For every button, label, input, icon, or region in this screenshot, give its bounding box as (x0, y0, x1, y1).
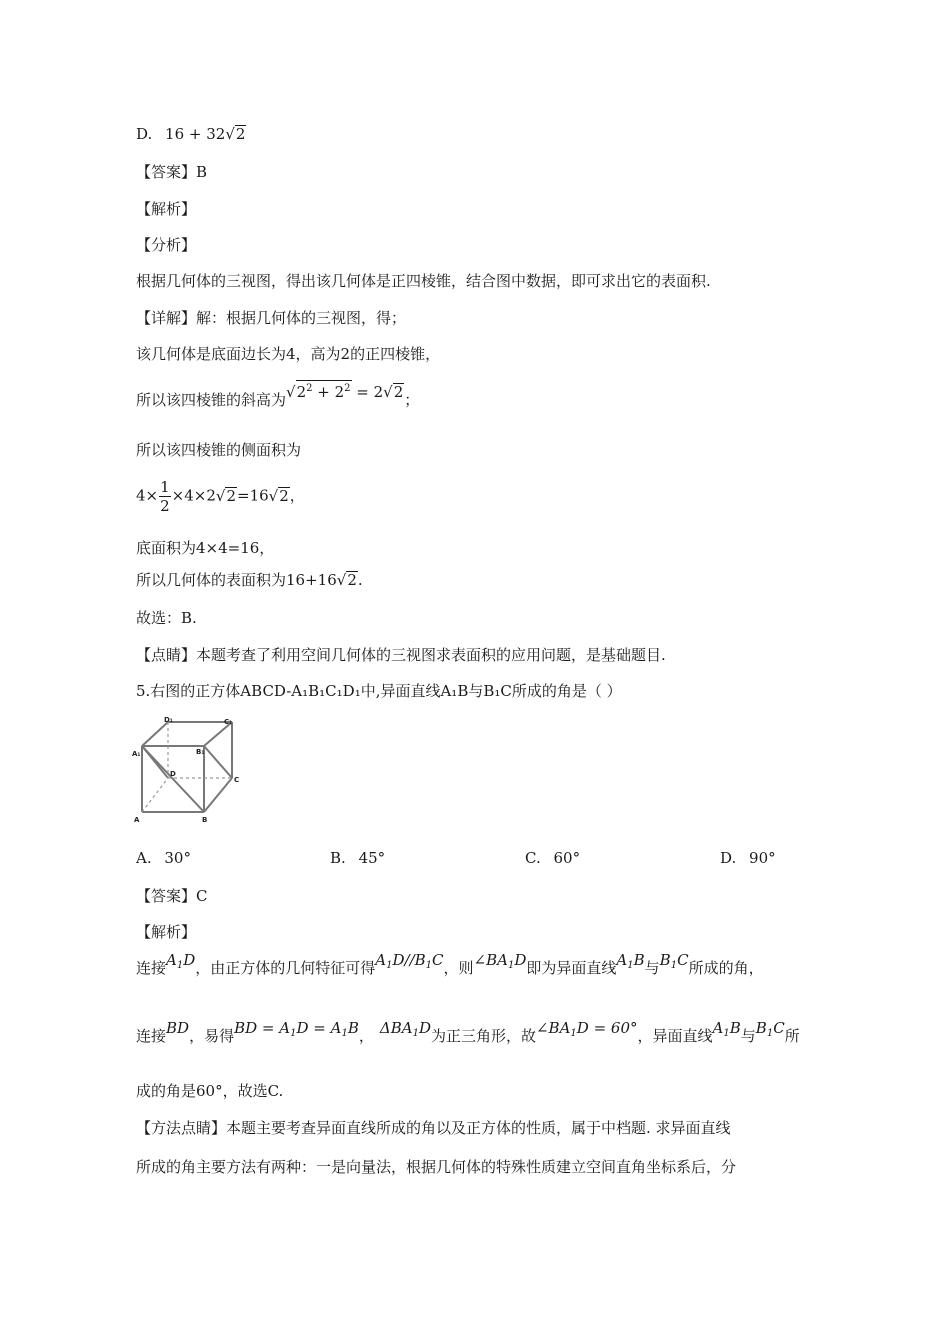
q5-analysis-heading: 【解析】 (136, 923, 197, 941)
q5-para-2: 连接BD，易得BD = $A_1D = A_1B$， $\Delta BA_1D$为正三角形，故$\angle BA_1D = 60^\circ$，异面直线$A_1B$与$B_1C$所 (136, 1019, 800, 1045)
vertex-label-d: D (170, 770, 176, 778)
edge-ad-hidden (142, 778, 168, 812)
prev-option-d: D. 16 + 32√2 (136, 125, 246, 143)
lateral-part-a: 4× (136, 486, 159, 505)
option-label: D. (136, 125, 153, 143)
q4-line-4: 4× $\frac{1}{2}$ ×4×2√2=16√2， (136, 478, 305, 515)
q4-answer: 【答案】B (136, 163, 208, 181)
q5-option-a: A. 30° (136, 849, 191, 867)
q5-stem: 5.右图的正方体ABCD-A₁B₁C₁D₁中,异面直线A₁B与B₁C所成的角是（ ） (136, 682, 622, 700)
slant-height-text: 所以该四棱锥的斜高为 (136, 391, 287, 409)
vertex-label-d1: D₁ (164, 716, 173, 724)
q5-answer: 【答案】C (136, 887, 208, 905)
fraction-one-half: $\frac{1}{2}$ (160, 478, 170, 515)
q4-line-1: 该几何体是底面边长为4，高为2的正四棱锥， (136, 345, 441, 363)
vertex-label-b1: B₁ (196, 748, 205, 756)
q5-method-1 (136, 1118, 731, 1138)
lateral-part-b: ×4×2 (171, 486, 216, 505)
q5-para-1: 连接$A_1D$，由正方体的几何特征可得$A_1D//B_1C$，则$\angle BA_1D$即为异面直线$A_1B$与$B_1C$所成的角， (136, 951, 764, 977)
q4-line-6: 所以几何体的表面积为16+16√2. (136, 571, 363, 589)
q4-fenxi-heading: 【分析】 (136, 236, 197, 254)
slant-height-formula: $√2^2 + 2^2 = 2√2$ (286, 383, 404, 401)
method-heading: 【方法点睛】 (136, 1119, 227, 1137)
line-punct: . (357, 571, 363, 589)
q5-method-2: 所成的角主要方法有两种：一是向量法，根据几何体的特殊性质建立空间直角坐标系后，分 (136, 1158, 737, 1176)
vertex-label-c: C (234, 776, 240, 784)
q4-comment (136, 645, 666, 665)
cube-figure (132, 716, 244, 824)
lateral-part-c: =16 (237, 486, 269, 505)
method-text: 本题主要考查异面直线所成的角以及正方体的性质，属于中档题. 求异面直线 (226, 1119, 731, 1137)
q5-option-d: D. 90° (720, 849, 776, 867)
option-radicand: 2 (235, 125, 246, 143)
q4-analysis-heading: 【解析】 (136, 200, 197, 218)
q5-para-3: 成的角是60°，故选C. (136, 1082, 284, 1100)
q4-line-7: 故选：B. (136, 609, 197, 627)
q5-option-c: C. 60° (525, 849, 581, 867)
q4-fenxi-text: 根据几何体的三视图，得出该几何体是正四棱锥，结合图中数据，即可求出它的表面积. (136, 272, 711, 290)
q5-option-b: B. 45° (330, 849, 386, 867)
detail-heading: 【详解】 (136, 309, 197, 327)
q4-line-3: 所以该四棱锥的侧面积为 (136, 441, 302, 459)
edge-a1d1 (142, 722, 168, 746)
lateral-punct: ， (289, 486, 305, 505)
line-punct: ； (404, 391, 420, 409)
q4-line-2 (136, 383, 420, 410)
vertex-label-a1: A₁ (132, 750, 141, 758)
edge-bc (204, 778, 232, 812)
vertex-label-b: B (202, 816, 208, 824)
option-expr: 16 + 32 (165, 125, 226, 143)
q4-detail (136, 308, 406, 328)
comment-text: 本题考查了利用空间几何体的三视图求表面积的应用问题，是基础题目. (196, 646, 666, 664)
vertex-label-c1: C₁ (224, 718, 233, 726)
q4-line-5: 底面积为4×4=16， (136, 539, 275, 557)
segment-b1c (204, 746, 232, 778)
vertex-label-a: A (134, 816, 140, 824)
comment-heading: 【点睛】 (136, 646, 197, 664)
detail-text: 解：根据几何体的三视图，得； (196, 309, 407, 327)
segment-a1d (142, 746, 168, 778)
surface-area-text: 所以几何体的表面积为16+16 (136, 571, 337, 589)
